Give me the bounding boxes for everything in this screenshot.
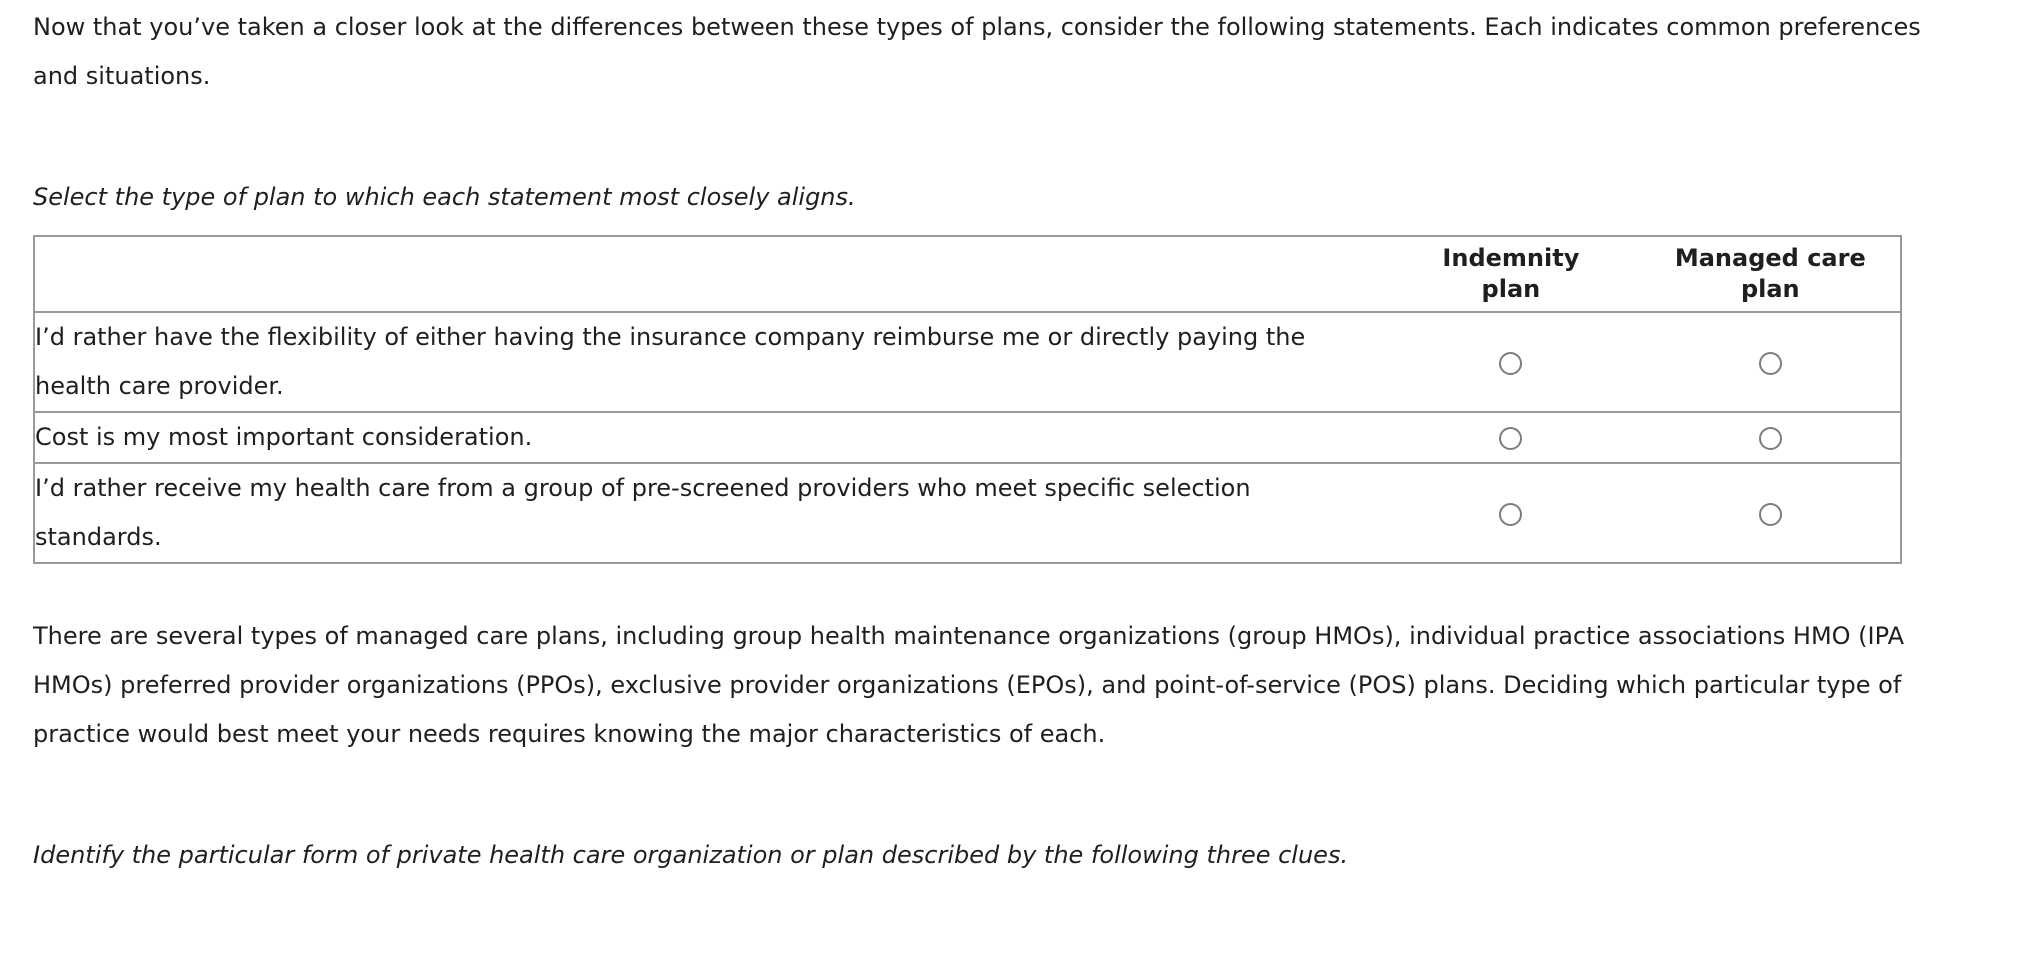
radio-cell [1381,412,1640,463]
header-indemnity-line2: plan [1481,275,1541,303]
header-indemnity-line1: Indemnity [1442,244,1580,272]
header-managed-care-line1: Managed care [1674,244,1866,272]
intro-text: Now that you’ve taken a closer look at the differences between these types of plans, consider the following statements. Each indicates common preferences and situations. [33,13,1921,90]
statement-cost: Cost is my most important consideration. [34,412,1381,463]
instruction-identify-organization: Identify the particular form of private health care organization or plan described by the following three clues. [33,841,1349,869]
radio-flexibility-managed-care[interactable] [1759,352,1782,375]
radio-cost-indemnity[interactable] [1499,427,1522,450]
radio-cell [1381,312,1640,412]
radio-flexibility-indemnity[interactable] [1499,352,1522,375]
managed-care-types-paragraph: There are several types of managed care plans, including group health maintenance organizations (group HMOs), individual practice associations HMO (IPA HMOs) preferred provider organizations (PPOs), exclusive provider organizations (EPOs), and point-of-service (POS) plans. Deciding which particular type of practice would best meet your needs requires knowing the major characteristics of each. [33,622,1904,748]
table-row [34,463,1901,563]
instruction-select-plan: Select the type of plan to which each statement most closely aligns. [33,183,856,211]
header-managed-care-line2: plan [1740,275,1800,303]
header-statement-cell [34,236,1381,312]
statement-prescreened-providers: I’d rather receive my health care from a group of pre-screened providers who meet specific selection standards. [34,463,1381,563]
header-managed-care-plan [1641,236,1901,312]
radio-cost-managed-care[interactable] [1759,427,1782,450]
radio-prescreened-managed-care[interactable] [1759,503,1782,526]
radio-cell [1381,463,1640,563]
header-indemnity-plan [1381,236,1640,312]
table-header-row [34,236,1901,312]
table-row [34,312,1901,412]
plan-alignment-table [33,235,1902,564]
table-row [34,412,1901,463]
radio-cell [1641,463,1901,563]
radio-prescreened-indemnity[interactable] [1499,503,1522,526]
radio-cell [1641,412,1901,463]
radio-cell [1641,312,1901,412]
statement-flexibility: I’d rather have the flexibility of either having the insurance company reimburse me or directly paying the health care provider. [34,312,1381,412]
